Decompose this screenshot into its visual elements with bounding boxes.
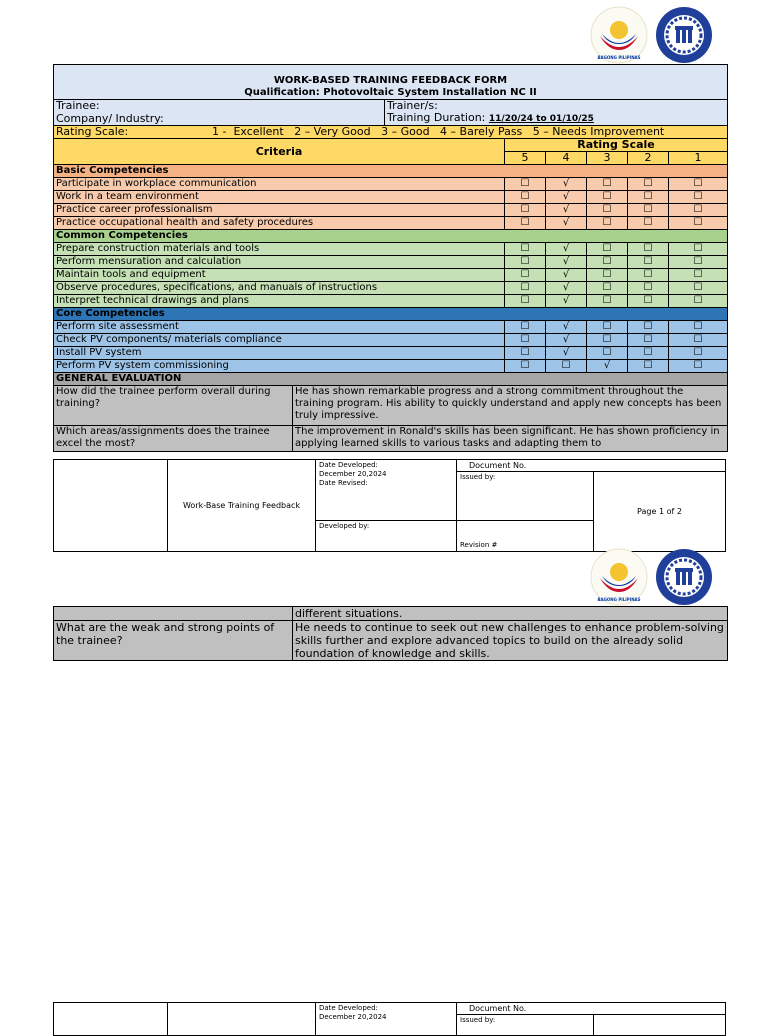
- rating-checkbox[interactable]: ☐: [587, 243, 628, 256]
- rating-checkbox[interactable]: ☐: [628, 217, 669, 230]
- eval-question-2: Which areas/assignments does the trainee excel the most?: [54, 426, 293, 452]
- rating-checkmark[interactable]: √: [546, 178, 587, 191]
- rating-checkbox[interactable]: ☐: [669, 321, 728, 334]
- rating-checkbox[interactable]: ☐: [669, 243, 728, 256]
- rating-checkbox[interactable]: ☐: [546, 360, 587, 373]
- footer-logo-cell: [54, 460, 168, 552]
- rating-checkbox[interactable]: ☐: [505, 295, 546, 308]
- rating-checkbox[interactable]: ☐: [628, 295, 669, 308]
- competency-row: [54, 282, 728, 295]
- revision-label: Revision #: [457, 521, 594, 552]
- rating-checkmark[interactable]: √: [546, 243, 587, 256]
- footer-doc-title-cell-page2: [168, 1003, 316, 1036]
- page-1-footer: [53, 459, 726, 552]
- bagong-pilipinas-logo-text-page2: BAGONG PILIPINAS: [597, 597, 641, 602]
- bagong-pilipinas-logo: [590, 6, 648, 64]
- document-no-label-page2: Document No.: [457, 1003, 726, 1015]
- rating-checkbox[interactable]: ☐: [628, 360, 669, 373]
- rating-checkbox[interactable]: ☐: [587, 191, 628, 204]
- competency-row: [54, 269, 728, 282]
- rating-checkbox[interactable]: ☐: [628, 321, 669, 334]
- rating-checkmark[interactable]: √: [546, 295, 587, 308]
- footer-doc-title: Work-Base Training Feedback: [168, 460, 316, 552]
- bagong-pilipinas-logo-text: BAGONG PILIPINAS: [597, 55, 641, 60]
- competency-sections: [54, 165, 728, 373]
- rating-checkmark[interactable]: √: [587, 360, 628, 373]
- competency-row: [54, 204, 728, 217]
- rating-checkbox[interactable]: ☐: [669, 217, 728, 230]
- developed-by-label: Developed by:: [316, 521, 457, 552]
- rating-checkbox[interactable]: ☐: [628, 256, 669, 269]
- date-developed-label-page2: Date Developed:: [319, 1004, 378, 1012]
- rating-checkbox[interactable]: ☐: [505, 360, 546, 373]
- competency-label: Practice career professionalism: [54, 204, 505, 217]
- rating-checkbox[interactable]: ☐: [587, 321, 628, 334]
- rating-column-header: 1: [669, 152, 728, 165]
- rating-checkbox[interactable]: ☐: [505, 191, 546, 204]
- issued-by-label-page2: Issued by:: [457, 1015, 594, 1036]
- rating-scale-legend: 1 - Excellent 2 – Very Good 3 – Good 4 – Barely Pass 5 – Needs Improvement: [212, 125, 665, 138]
- rating-checkbox[interactable]: ☐: [628, 243, 669, 256]
- footer-date-cell: [316, 460, 457, 521]
- competency-row: [54, 217, 728, 230]
- competency-row: [54, 178, 728, 191]
- rating-checkbox[interactable]: ☐: [628, 269, 669, 282]
- rating-checkbox[interactable]: ☐: [587, 217, 628, 230]
- rating-checkbox[interactable]: ☐: [505, 282, 546, 295]
- competency-label: Check PV components/ materials compliance: [54, 334, 505, 347]
- competency-row: [54, 334, 728, 347]
- competency-label: Observe procedures, specifications, and manuals of instructions: [54, 282, 505, 295]
- rating-checkbox[interactable]: ☐: [628, 282, 669, 295]
- tesda-seal-logo: [655, 6, 713, 64]
- competency-label: Perform site assessment: [54, 321, 505, 334]
- tesda-seal-logo-page2: [655, 548, 713, 606]
- rating-checkbox[interactable]: ☐: [628, 347, 669, 360]
- rating-checkbox[interactable]: ☐: [628, 191, 669, 204]
- rating-checkbox[interactable]: ☐: [669, 334, 728, 347]
- rating-checkbox[interactable]: ☐: [669, 360, 728, 373]
- rating-checkmark[interactable]: √: [546, 347, 587, 360]
- competency-label: Interpret technical drawings and plans: [54, 295, 505, 308]
- page-number: Page 1 of 2: [594, 472, 726, 552]
- footer-logo-cell-page2: [54, 1003, 168, 1036]
- evaluation-continuation-table: [53, 606, 728, 661]
- date-developed-value: December 20,2024: [319, 470, 387, 478]
- rating-checkbox[interactable]: ☐: [587, 178, 628, 191]
- footer-page-cell-page2: [594, 1015, 726, 1036]
- competency-row: [54, 347, 728, 360]
- rating-checkbox[interactable]: ☐: [669, 347, 728, 360]
- rating-column-header: 5: [505, 152, 546, 165]
- training-duration: [385, 112, 728, 126]
- competency-label: Participate in workplace communication: [54, 178, 505, 191]
- date-developed-label: Date Developed:: [319, 461, 378, 469]
- competency-row: [54, 256, 728, 269]
- rating-checkmark[interactable]: √: [546, 256, 587, 269]
- rating-checkbox[interactable]: ☐: [505, 269, 546, 282]
- competency-label: Install PV system: [54, 347, 505, 360]
- rating-checkmark[interactable]: √: [546, 334, 587, 347]
- competency-label: Practice occupational health and safety procedures: [54, 217, 505, 230]
- rating-checkbox[interactable]: ☐: [505, 217, 546, 230]
- rating-checkbox[interactable]: ☐: [587, 256, 628, 269]
- company-label: Company/ Industry:: [54, 112, 385, 126]
- rating-checkbox[interactable]: ☐: [628, 204, 669, 217]
- rating-checkbox[interactable]: ☐: [587, 204, 628, 217]
- rating-checkbox[interactable]: ☐: [628, 334, 669, 347]
- rating-checkbox[interactable]: ☐: [669, 191, 728, 204]
- rating-checkbox[interactable]: ☐: [587, 334, 628, 347]
- date-developed-value-page2: December 20,2024: [319, 1013, 387, 1021]
- competency-row: [54, 295, 728, 308]
- section-header: Core Competencies: [54, 308, 728, 321]
- rating-checkbox[interactable]: ☐: [505, 347, 546, 360]
- competency-label: Prepare construction materials and tools: [54, 243, 505, 256]
- rating-checkbox[interactable]: ☐: [669, 256, 728, 269]
- eval-question-3: What are the weak and strong points of the trainee?: [54, 621, 293, 661]
- feedback-form-table: [53, 64, 728, 452]
- competency-label: Work in a team environment: [54, 191, 505, 204]
- rating-scale-label: Rating Scale:: [56, 125, 129, 138]
- section-header: Common Competencies: [54, 230, 728, 243]
- rating-checkbox[interactable]: ☐: [505, 334, 546, 347]
- trainee-label: Trainee:: [54, 100, 385, 113]
- eval-question-1: How did the trainee perform overall during training?: [54, 386, 293, 426]
- rating-scale-header: Rating Scale: [505, 139, 728, 152]
- section-header: Basic Competencies: [54, 165, 728, 178]
- footer-date-cell-page2: [316, 1003, 457, 1036]
- criteria-header: Criteria: [54, 139, 505, 165]
- rating-checkbox[interactable]: ☐: [587, 282, 628, 295]
- competency-row: [54, 243, 728, 256]
- rating-checkbox[interactable]: ☐: [587, 269, 628, 282]
- competency-row: [54, 191, 728, 204]
- rating-column-header: 4: [546, 152, 587, 165]
- rating-checkmark[interactable]: √: [546, 321, 587, 334]
- eval-answer-1: He has shown remarkable progress and a strong commitment throughout the training program. His ability to quickly understand and apply new concepts has been truly impressive.: [293, 386, 728, 426]
- rating-column-header: 2: [628, 152, 669, 165]
- rating-checkbox[interactable]: ☐: [505, 178, 546, 191]
- duration-label: Training Duration:: [387, 112, 486, 124]
- rating-checkbox[interactable]: ☐: [505, 256, 546, 269]
- rating-scale-row: [54, 126, 728, 139]
- competency-row: [54, 321, 728, 334]
- rating-checkbox[interactable]: ☐: [669, 282, 728, 295]
- form-header: [54, 65, 728, 100]
- eval-answer-2: The improvement in Ronald's skills has been significant. He has shown proficiency in applying learned skills to various tasks and adapting them to: [293, 426, 728, 452]
- rating-checkmark[interactable]: √: [546, 204, 587, 217]
- competency-label: Perform PV system commissioning: [54, 360, 505, 373]
- trainer-label: Trainer/s:: [385, 100, 728, 113]
- bagong-pilipinas-logo-page2: [590, 548, 648, 606]
- competency-row: [54, 360, 728, 373]
- document-no-label: Document No.: [457, 460, 726, 472]
- eval-answer-3: He needs to continue to seek out new challenges to enhance problem-solving skills further and explore advanced topics to build on the already solid foundation of knowledge and skills.: [293, 621, 728, 661]
- rating-checkmark[interactable]: √: [546, 217, 587, 230]
- date-revised-label: Date Revised:: [319, 479, 368, 487]
- rating-checkbox[interactable]: ☐: [505, 243, 546, 256]
- rating-checkmark[interactable]: √: [546, 282, 587, 295]
- rating-checkbox[interactable]: ☐: [587, 295, 628, 308]
- competency-label: Perform mensuration and calculation: [54, 256, 505, 269]
- rating-checkbox[interactable]: ☐: [669, 295, 728, 308]
- general-evaluation-header: GENERAL EVALUATION: [54, 373, 728, 386]
- eval-question-2-continued: [54, 607, 293, 621]
- rating-checkmark[interactable]: √: [546, 191, 587, 204]
- competency-label: Maintain tools and equipment: [54, 269, 505, 282]
- form-title: WORK-BASED TRAINING FEEDBACK FORM: [273, 74, 508, 86]
- rating-checkmark[interactable]: √: [546, 269, 587, 282]
- qualification-title: Qualification: Photovoltaic System Installation NC II: [244, 86, 537, 98]
- rating-checkbox[interactable]: ☐: [587, 347, 628, 360]
- page-2-footer: [53, 1002, 726, 1036]
- rating-checkbox[interactable]: ☐: [669, 269, 728, 282]
- eval-answer-2-continued: different situations.: [293, 607, 728, 621]
- rating-checkbox[interactable]: ☐: [505, 204, 546, 217]
- rating-checkbox[interactable]: ☐: [505, 321, 546, 334]
- rating-checkbox[interactable]: ☐: [669, 178, 728, 191]
- duration-value: 11/20/24 to 01/10/25: [488, 114, 594, 124]
- issued-by-label: Issued by:: [457, 472, 594, 521]
- rating-checkbox[interactable]: ☐: [628, 178, 669, 191]
- rating-checkbox[interactable]: ☐: [669, 204, 728, 217]
- rating-column-header: 3: [587, 152, 628, 165]
